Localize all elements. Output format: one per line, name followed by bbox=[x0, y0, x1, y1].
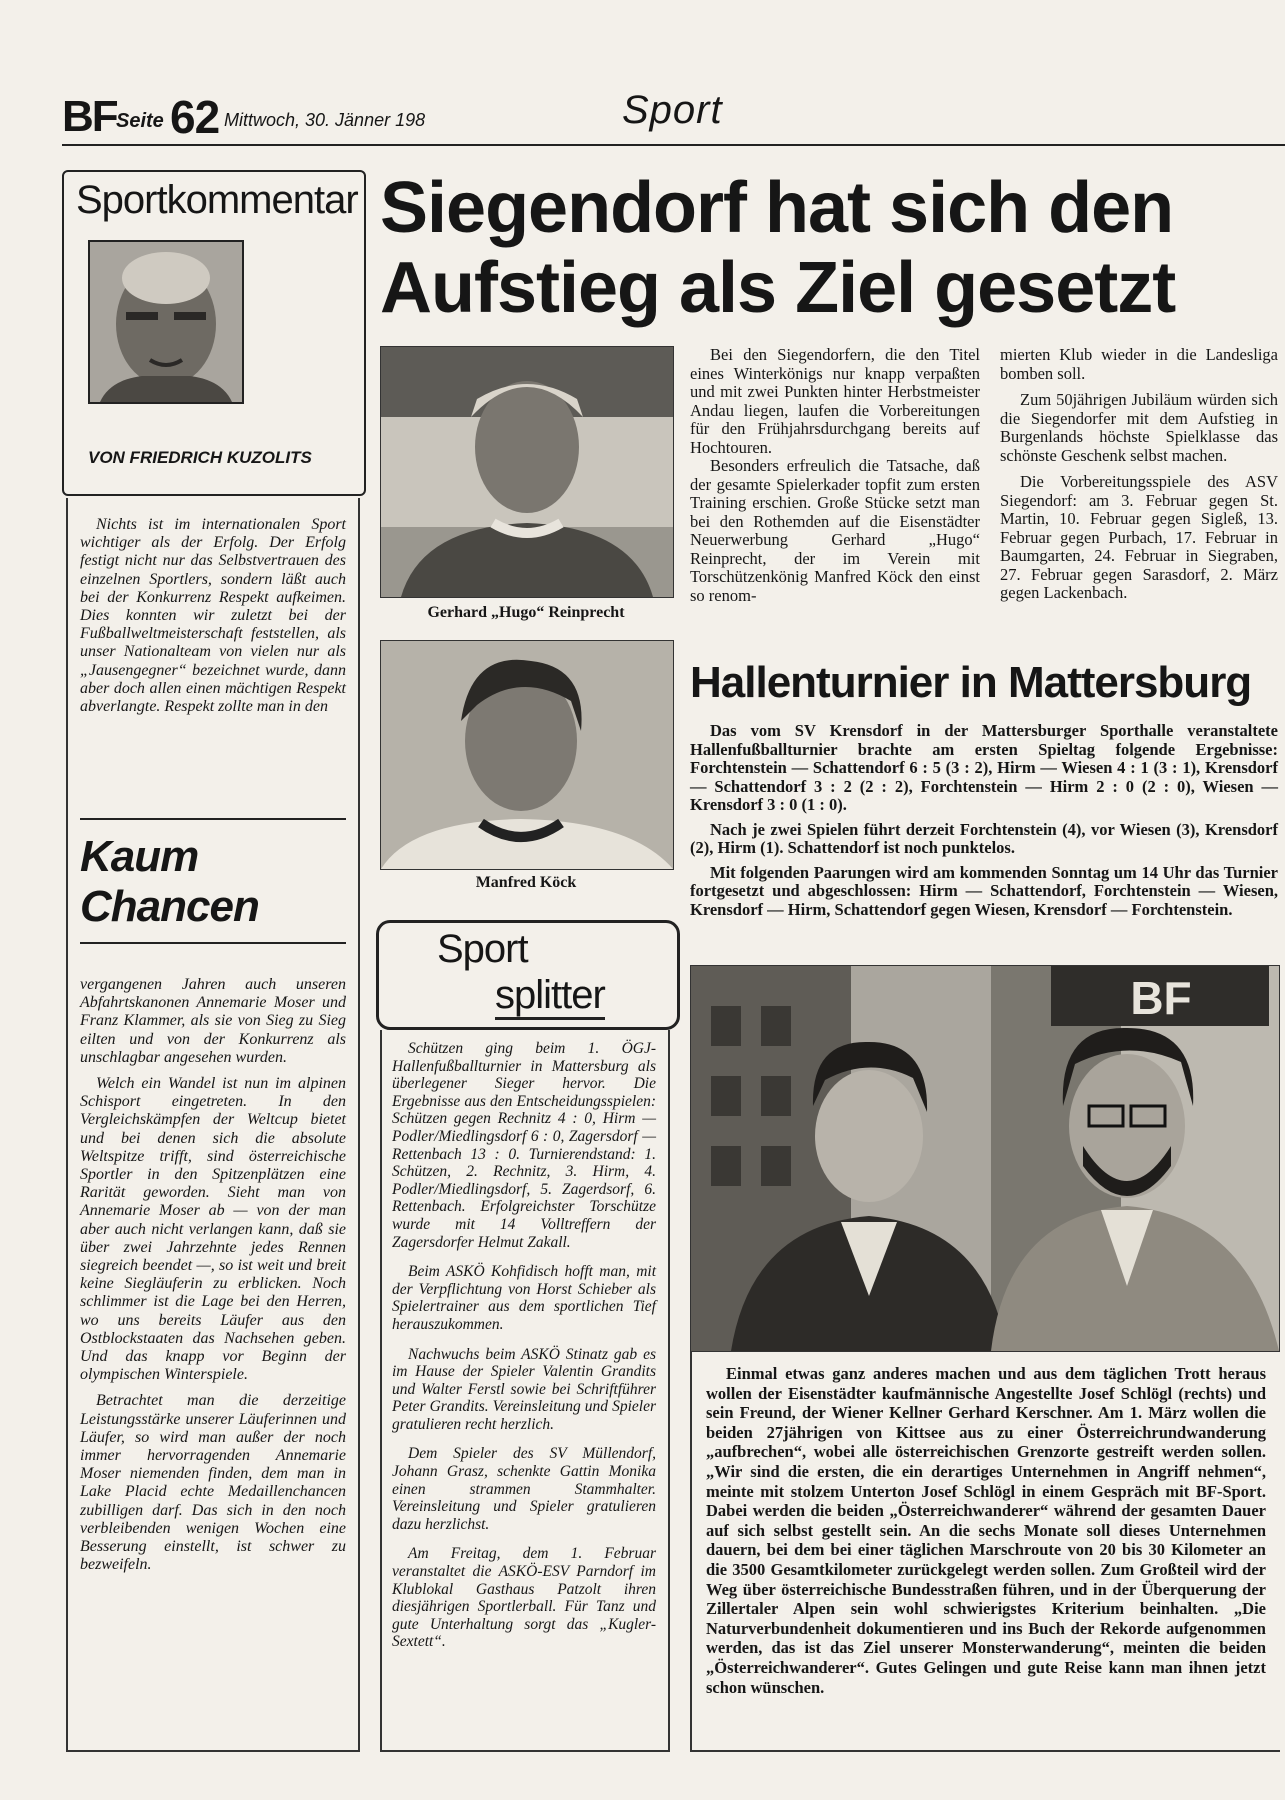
kommentar-byline: VON FRIEDRICH KUZOLITS bbox=[88, 448, 312, 467]
kommentar-column bbox=[66, 498, 360, 1752]
splitter-paragraph: Dem Spieler des SV Müllendorf, Johann Grasz, schenkte Gattin Monika einen strammen Stammhalter. Vereinsleitung und Spieler gratulieren dazu herzlichst. bbox=[392, 1445, 656, 1533]
newspaper-logo: BF bbox=[62, 92, 117, 141]
article-paragraph: mierten Klub wieder in die Landesliga bomben soll. bbox=[1000, 345, 1278, 383]
splitter-title-line2: splitter bbox=[495, 973, 605, 1020]
issue-date: Mittwoch, 30. Jänner 198 bbox=[224, 110, 426, 130]
kommentar-paragraph: Nichts ist im internationalen Sport wichtiger als der Erfolg. Der Erfolg festigt nicht nur das Selbstvertrauen des einzelnen Sportlers, sondern läßt auch bei der Konkurrenz Respekt aufkeimen. Dies konnten wir zuletzt bei der Fußballweltmeisterschaft feststellen, als unser Nationalteam von vielen nur als „Jausengegner“ bezeichnet wurde, dann aber doch allen einen mächtigen Respekt abverlangte. Respekt zollte man in den bbox=[80, 516, 346, 716]
author-portrait bbox=[88, 240, 244, 404]
wanderer-photo bbox=[690, 965, 1280, 1352]
main-headline: Siegendorf hat sich den Aufstieg als Ziel gesetzt bbox=[380, 168, 1176, 328]
section-title: Sport bbox=[622, 88, 723, 132]
kommentar-header-box bbox=[62, 170, 366, 496]
article-paragraph: Zum 50jährigen Jubiläum würden sich die Siegendorfer mit dem Aufstieg in Burgenlands höchste Spielklasse das schönste Geschenk selbst machen. bbox=[1000, 390, 1278, 465]
article-paragraph: Bei den Siegendorfern, die den Titel eines Winterkönigs nur knapp verpaßten und mit zwei Punkten hinter Herbstmeister Andau liegen, laufen die Vorbereitungen für den Frühjahrsdurchgang bereits auf Hochtouren. bbox=[690, 345, 980, 457]
splitter-header-box bbox=[376, 920, 680, 1030]
article-column-1 bbox=[690, 346, 980, 605]
storefront-sign: BF bbox=[1130, 972, 1192, 1024]
seite-label: Seite bbox=[116, 110, 164, 132]
kommentar-subhead: Kaum Chancen bbox=[80, 832, 259, 931]
wanderer-caption-box bbox=[690, 1352, 1280, 1752]
splitter-paragraph: Schützen ging beim 1. ÖGJ-Hallenfußballturnier in Mattersburg als überlegener Sieger hervor. Die Ergebnisse aus den Entscheidungsspielen: Schützen gegen Rechnitz 4 : 0, Hirm — Podler/Miedlingsdorf 6 : 0, Zagersdorf — Rettenbach 13 : 0. Turnierendstand: 1. Schützen, 2. Rechnitz, 3. Hirm, 4. Podler/Miedlingsdorf, 5. Zagerdsorf, 6. Rettenbach. Erfolgreichster Torschütze wurde mit 14 Volltreffern der Zagersdorfer Helmut Zakall. bbox=[392, 1040, 656, 1251]
splitter-paragraph: Nachwuchs beim ASKÖ Stinatz gab es im Hause der Spieler Valentin Grandits und Walter Ferstl sowie bei Schriftführer Peter Grandits. Vereinsleitung und Spieler gratulieren recht herzlich. bbox=[392, 1345, 656, 1433]
splitter-paragraph: Beim ASKÖ Kohfidisch hofft man, mit der Verpflichtung von Horst Schieber als Spielertrainer aus dem sportlichen Tief herauszukommen. bbox=[392, 1263, 656, 1333]
wanderer-caption: Einmal etwas ganz anderes machen und aus dem täglichen Trott heraus wollen der Eisenstädter kaufmännische Angestellte Josef Schlögl (rechts) und sein Freund, der Wiener Kellner Gerhard Kerschner. Am 1. März wollen die beiden 27jährigen von Kittsee aus zu einer Österreichrundwanderung „aufbrechen“, wobei alle österreichischen Grenzorte gestreift werden sollen. „Wir sind die ersten, die ein derartiges Unternehmen in Angriff nehmen“, meinte mit stolzem Unterton Josef Schlögl in einem Gespräch mit BF-Sport. Dabei werden die beiden „Österreichwanderer“ während der gesamten Dauer auf sich selbst gestellt sein. An die sechs Monate soll dieses Unternehmen dauern, bei dem bei einer täglichen Marschroute von 20 bis 30 Kilometer an die 3500 Gesamtkilometer zurückgelegt werden sollen. Zum Großteil wird der Weg über österreichische Bundesstraßen führen, und in der Überquerung der Zillertaler Alpen sein wohl schwierigstes Kriterium beinhalten. „Die Naturverbundenheit dokumentieren und ins Buch der Rekorde aufgenommen werden, das ist das Ziel unserer Monsterwanderung“, meinten die beiden „Österreichwanderer“. Gutes Gelingen und gute Reise kann man ihnen jetzt schon wünschen. bbox=[706, 1364, 1266, 1697]
hallenturnier-paragraph: Mit folgenden Paarungen wird am kommenden Sonntag um 14 Uhr das Turnier fortgesetzt und abgeschlossen: Hirm — Schattendorf, Forchtenstein — Wiesen, Krensdorf — Hirm, Schattendorf gegen Wiesen, Krensdorf — Forchtenstein. bbox=[690, 862, 1278, 919]
splitter-column bbox=[380, 1030, 670, 1752]
player-photo-koeck bbox=[380, 640, 674, 870]
article-paragraph: Besonders erfreulich die Tatsache, daß der gesamte Spielerkader topfit zum ersten Training erschien. Große Stücke setzt man bei den Rothemden auf die Eisenstädter Neuerwerbung Gerhard „Hugo“ Reinprecht, der im Verein mit Torschützenkönig Manfred Köck den einst so renom- bbox=[690, 456, 980, 605]
kommentar-title: Sportkommentar bbox=[76, 178, 358, 222]
page-number: 62 bbox=[170, 91, 220, 143]
hallenturnier-paragraph: Nach je zwei Spielen führt derzeit Forchtenstein (4), vor Wiesen (3), Krensdorf (2), Hirm (1). Schattendorf ist noch punktelos. bbox=[690, 819, 1278, 857]
hallenturnier-text bbox=[690, 722, 1278, 919]
article-paragraph: Die Vorbereitungsspiele des ASV Siegendorf: am 3. Februar gegen St. Martin, 10. Februar gegen Sigleß, 13. Februar gegen Purbach, 17. Februar in Baumgarten, 24. Februar in Siegraben, 27. Februar gegen Sarasdorf, 2. März gegen Lackenbach. bbox=[1000, 472, 1278, 602]
splitter-paragraph: Am Freitag, dem 1. Februar veranstaltet die ASKÖ-ESV Parndorf im Klublokal Gasthaus Patzolt ihren diesjährigen Sportlerball. Für Tanz und gute Unterhaltung sorgt das „Kugler-Sextett“. bbox=[392, 1545, 656, 1651]
photo-caption: Gerhard „Hugo“ Reinprecht bbox=[427, 604, 625, 621]
kommentar-paragraph: Betrachtet man die derzeitige Leistungsstärke unserer Läuferinnen und Läufer, so wird man außer der noch immer hervorragenden Annemarie Moser niemenden finden, dem man in Lake Placid echte Medaillenchancen zubilligen darf. Das sich in den noch verbleibenden wenigen Wochen eine Besserung einstellt, ist schwer zu bezweifeln. bbox=[80, 1392, 346, 1574]
article-column-2 bbox=[1000, 346, 1278, 603]
hallenturnier-title: Hallenturnier in Mattersburg bbox=[690, 658, 1252, 707]
masthead bbox=[62, 88, 1285, 146]
player-photo-reinprecht bbox=[380, 346, 674, 598]
hallenturnier-paragraph: Das vom SV Krensdorf in der Mattersburger Sporthalle veranstaltete Hallenfußballturnier brachte am ersten Spieltag folgende Ergebnisse: Forchtenstein — Schattendorf 6 : 5 (3 : 2), Hirm — Wiesen 4 : 1 (3 : 1), Krensdorf — Schattendorf 3 : 2 (2 : 2), Forchtenstein — Hirm 2 : 0 (2 : 0), Wiesen — Krensdorf 3 : 0 (1 : 0). bbox=[690, 721, 1278, 814]
photo-caption: Manfred Köck bbox=[475, 874, 577, 891]
kommentar-paragraph: Welch ein Wandel ist nun im alpinen Schisport eingetreten. In den Vergleichskämpfen der Weltcup bietet und bei denen sich die absolute Weltspitze trifft, sind österreichische Sportler in den Spitzenplätzen eine Rarität geworden. Sieht man von Annemarie Moser ab — von der man aber auch nicht verlangen kann, daß sie über zwei Jahrzehnte jedes Rennen siegreich beendet —, so ist weit und breit keine Siegläuferin zu erblicken. Noch schlimmer ist die Lage bei den Herren, wo uns bereits Läufer aus den Ostblockstaaten das Nachsehen geben. Und das knapp vor Beginn der olympischen Winterspiele. bbox=[80, 1075, 346, 1384]
kommentar-paragraph: vergangenen Jahren auch unseren Abfahrtskanonen Annemarie Moser und Franz Klammer, als sie von Sieg zu Sieg eilten und von der Konkurrenz als unschlagbar angesehen wurden. bbox=[80, 976, 346, 1066]
splitter-title-line1: Sport bbox=[437, 927, 528, 971]
